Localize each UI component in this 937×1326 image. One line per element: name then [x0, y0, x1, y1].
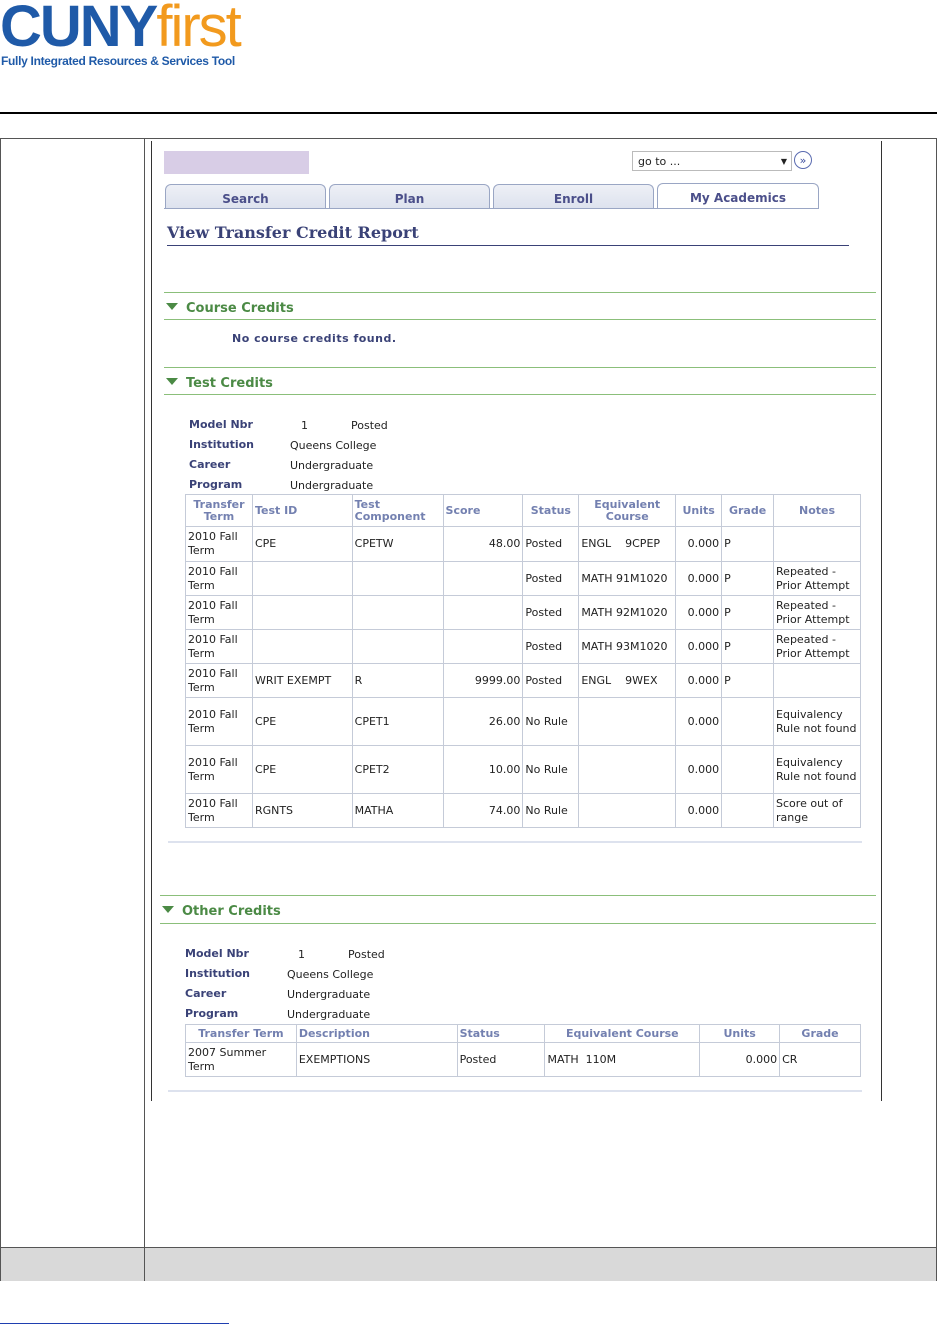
- cell-notes: Repeated - Prior Attempt: [774, 630, 861, 664]
- cell-grade: P: [722, 527, 774, 562]
- tab-enroll[interactable]: [493, 184, 654, 208]
- column-header[interactable]: Notes: [774, 495, 861, 527]
- cell-grade: P: [722, 630, 774, 664]
- cell-term: 2010 Fall Term: [186, 562, 253, 596]
- program-value: Undergraduate: [287, 1008, 371, 1021]
- cell-term: 2010 Fall Term: [186, 746, 253, 794]
- tab-label: Enroll: [553, 192, 594, 206]
- collapse-triangle-icon: [166, 378, 178, 385]
- cell-term: 2010 Fall Term: [186, 630, 253, 664]
- cell-equivalent-course: MATH 92M1020: [579, 596, 676, 630]
- cell-component: [352, 630, 443, 664]
- cell-notes: [774, 664, 861, 698]
- collapse-triangle-icon: [166, 303, 178, 310]
- goto-forward-button[interactable]: [794, 151, 812, 169]
- table-row: [186, 562, 861, 596]
- career-label: Career: [185, 987, 227, 1000]
- cell-units: 0.000: [700, 1043, 780, 1077]
- title-rule: [167, 245, 849, 246]
- column-header[interactable]: Units: [700, 1025, 780, 1043]
- cell-term: 2010 Fall Term: [186, 596, 253, 630]
- column-header[interactable]: Status: [523, 495, 579, 527]
- cell-equivalent-course: [579, 698, 676, 746]
- section-course-credits[interactable]: [166, 301, 294, 316]
- cell-equivalent-course: ENGL 9CPEP: [579, 527, 676, 562]
- cell-component: CPETW: [352, 527, 443, 562]
- section-divider: [164, 367, 876, 368]
- cell-score: [443, 562, 523, 596]
- goto-label: go to ...: [638, 155, 681, 168]
- institution-value: Queens College: [290, 439, 377, 452]
- redacted-name-block: [164, 151, 309, 174]
- model-nbr-value: 1: [301, 419, 308, 432]
- cell-units: 0.000: [676, 794, 722, 828]
- section-divider: [164, 394, 876, 395]
- test-credits-bottom-rule: [168, 841, 862, 843]
- table-row: [186, 630, 861, 664]
- cell-test-id: WRIT EXEMPT: [252, 664, 352, 698]
- cell-term: 2010 Fall Term: [186, 527, 253, 562]
- cell-description: EXEMPTIONS: [296, 1043, 457, 1077]
- footer-column-divider: [144, 1248, 145, 1281]
- cell-component: CPET1: [352, 698, 443, 746]
- column-header[interactable]: Test Component: [352, 495, 443, 527]
- double-chevron-right-icon: »: [799, 154, 807, 167]
- column-header[interactable]: Units: [676, 495, 722, 527]
- cell-test-id: [252, 562, 352, 596]
- column-header[interactable]: Test ID: [252, 495, 352, 527]
- institution-label: Institution: [185, 967, 251, 980]
- cell-score: [443, 630, 523, 664]
- cell-status: No Rule: [523, 794, 579, 828]
- cell-grade: [722, 746, 774, 794]
- cell-grade: P: [722, 562, 774, 596]
- section-divider: [164, 319, 876, 320]
- chevron-down-icon: ▼: [780, 157, 787, 166]
- cell-grade: P: [722, 664, 774, 698]
- cell-notes: [774, 527, 861, 562]
- tab-my-academics[interactable]: [657, 183, 819, 209]
- cell-term: 2010 Fall Term: [186, 664, 253, 698]
- cell-component: R: [352, 664, 443, 698]
- cell-score: 26.00: [443, 698, 523, 746]
- column-header[interactable]: Transfer Term: [186, 1025, 297, 1043]
- cell-test-id: [252, 596, 352, 630]
- logo-cuny-text: CUNY: [0, 0, 157, 59]
- column-header[interactable]: Status: [457, 1025, 545, 1043]
- cell-equivalent-course: MATH 110M: [545, 1043, 700, 1077]
- cell-status: No Rule: [523, 698, 579, 746]
- model-nbr-value: 1: [298, 948, 305, 961]
- program-label: Program: [189, 478, 243, 491]
- cell-score: [443, 596, 523, 630]
- goto-dropdown[interactable]: [632, 151, 792, 171]
- cell-grade: [722, 698, 774, 746]
- table-header-row: [186, 495, 861, 527]
- table-row: [186, 698, 861, 746]
- other-credits-bottom-rule: [168, 1090, 862, 1092]
- cell-score: 74.00: [443, 794, 523, 828]
- cell-test-id: CPE: [252, 746, 352, 794]
- cell-score: 9999.00: [443, 664, 523, 698]
- column-header[interactable]: Grade: [780, 1025, 861, 1043]
- tab-label: Plan: [394, 192, 425, 206]
- model-nbr-label: Model Nbr: [185, 947, 249, 960]
- column-header[interactable]: Transfer Term: [186, 495, 253, 527]
- cell-test-id: CPE: [252, 527, 352, 562]
- program-label: Program: [185, 1007, 239, 1020]
- test-credits-table: [185, 494, 861, 828]
- cell-status: Posted: [523, 630, 579, 664]
- section-heading: Other Credits: [182, 904, 281, 919]
- career-label: Career: [189, 458, 231, 471]
- cell-status: Posted: [523, 596, 579, 630]
- cell-test-id: RGNTS: [252, 794, 352, 828]
- document-footer-row: [1, 1247, 936, 1281]
- other-credits-table: [185, 1024, 861, 1077]
- cell-status: Posted: [457, 1043, 545, 1077]
- no-course-credits-message: No course credits found.: [232, 332, 397, 345]
- section-divider: [160, 895, 876, 896]
- cell-notes: Equivalency Rule not found: [774, 698, 861, 746]
- cell-term: 2010 Fall Term: [186, 698, 253, 746]
- cell-score: 10.00: [443, 746, 523, 794]
- cell-component: CPET2: [352, 746, 443, 794]
- collapse-triangle-icon: [162, 906, 174, 913]
- institution-label: Institution: [189, 438, 255, 451]
- cell-test-id: [252, 630, 352, 664]
- cell-status: Posted: [523, 527, 579, 562]
- section-test-credits[interactable]: [166, 376, 273, 391]
- cell-units: 0.000: [676, 527, 722, 562]
- model-status-value: Posted: [351, 419, 388, 432]
- column-header[interactable]: Description: [296, 1025, 457, 1043]
- table-row: [186, 746, 861, 794]
- section-divider: [160, 923, 876, 924]
- career-value: Undergraduate: [287, 988, 371, 1001]
- cell-score: 48.00: [443, 527, 523, 562]
- tab-label: Search: [222, 192, 269, 206]
- section-heading: Course Credits: [186, 301, 294, 316]
- header-rule: [0, 112, 937, 114]
- cell-notes: Score out of range: [774, 794, 861, 828]
- program-value: Undergraduate: [290, 479, 374, 492]
- cell-test-id: CPE: [252, 698, 352, 746]
- section-other-credits[interactable]: [162, 904, 281, 919]
- cell-equivalent-course: [579, 794, 676, 828]
- cell-term: 2010 Fall Term: [186, 794, 253, 828]
- cell-units: 0.000: [676, 664, 722, 698]
- page-title: View Transfer Credit Report: [167, 223, 419, 242]
- table-row: [186, 596, 861, 630]
- cell-notes: Equivalency Rule not found: [774, 746, 861, 794]
- cell-grade: [722, 794, 774, 828]
- cell-notes: Repeated - Prior Attempt: [774, 562, 861, 596]
- cell-equivalent-course: ENGL 9WEX: [579, 664, 676, 698]
- cell-component: MATHA: [352, 794, 443, 828]
- cell-units: 0.000: [676, 746, 722, 794]
- cell-component: [352, 562, 443, 596]
- tab-plan[interactable]: [329, 184, 490, 208]
- model-nbr-label: Model Nbr: [189, 418, 253, 431]
- cell-equivalent-course: MATH 93M1020: [579, 630, 676, 664]
- cell-status: Posted: [523, 664, 579, 698]
- logo-first-text: first: [156, 0, 240, 59]
- table-row: [186, 664, 861, 698]
- tab-label: My Academics: [689, 191, 787, 205]
- section-heading: Test Credits: [186, 376, 273, 391]
- column-divider: [144, 139, 145, 1280]
- logo-tagline: Fully Integrated Resources & Services Tool: [1, 54, 235, 68]
- column-header[interactable]: Equivalent Course: [579, 495, 676, 527]
- cell-units: 0.000: [676, 630, 722, 664]
- cell-equivalent-course: MATH 91M1020: [579, 562, 676, 596]
- cell-grade: P: [722, 596, 774, 630]
- cell-grade: CR: [780, 1043, 861, 1077]
- section-divider: [164, 292, 876, 293]
- table-header-row: [186, 1025, 861, 1043]
- screenshot-panel: [151, 141, 882, 1101]
- cell-units: 0.000: [676, 698, 722, 746]
- cell-units: 0.000: [676, 596, 722, 630]
- model-status-value: Posted: [348, 948, 385, 961]
- table-row: [186, 794, 861, 828]
- cell-status: No Rule: [523, 746, 579, 794]
- cell-equivalent-course: [579, 746, 676, 794]
- cell-units: 0.000: [676, 562, 722, 596]
- tab-search[interactable]: [165, 184, 326, 208]
- cell-status: Posted: [523, 562, 579, 596]
- tab-baseline: [164, 208, 819, 209]
- career-value: Undergraduate: [290, 459, 374, 472]
- table-row: [186, 1043, 861, 1077]
- column-header[interactable]: Grade: [722, 495, 774, 527]
- column-header[interactable]: Score: [443, 495, 523, 527]
- column-header[interactable]: Equivalent Course: [545, 1025, 700, 1043]
- table-row: [186, 527, 861, 562]
- cell-notes: Repeated - Prior Attempt: [774, 596, 861, 630]
- cell-component: [352, 596, 443, 630]
- institution-value: Queens College: [287, 968, 374, 981]
- footer-link-underline: [0, 1323, 229, 1324]
- cell-term: 2007 Summer Term: [186, 1043, 297, 1077]
